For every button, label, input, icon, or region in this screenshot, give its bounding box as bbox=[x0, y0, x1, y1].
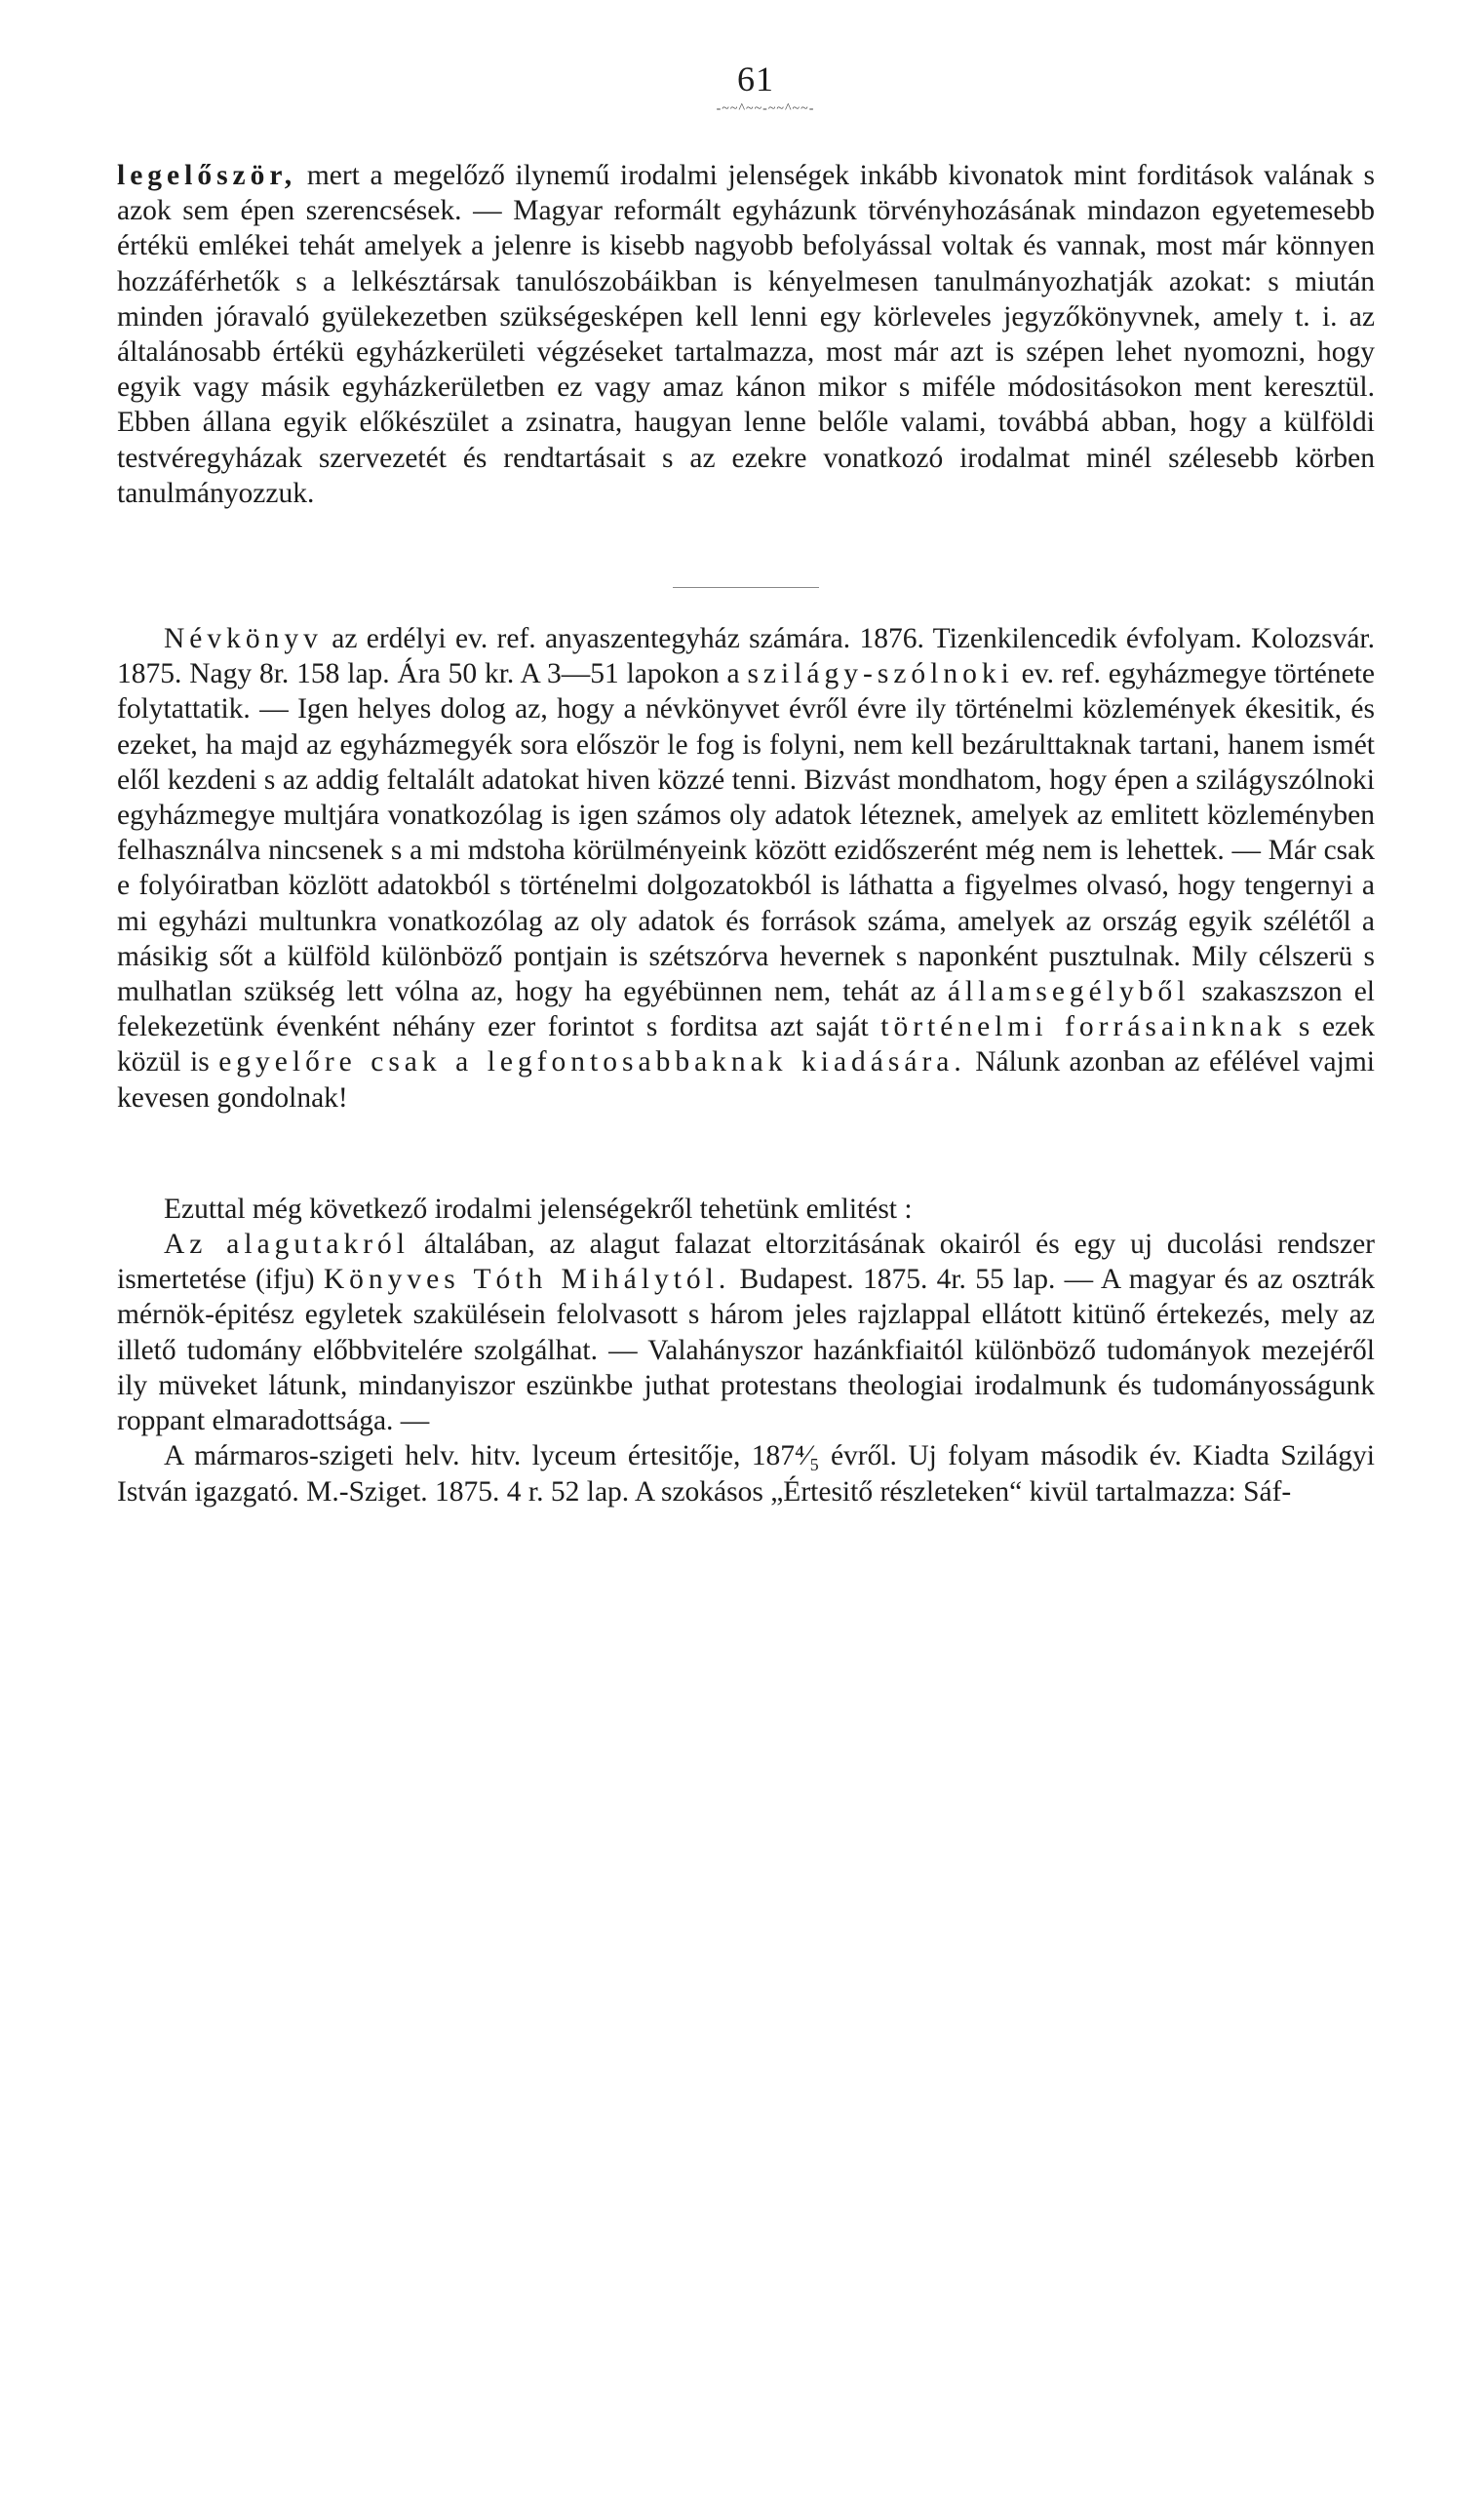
paragraph-text: s ezek közül is bbox=[117, 1011, 1375, 1078]
emphasis-text: történelmi forrásainknak bbox=[880, 1011, 1287, 1043]
emphasis-text: egyelőre csak a legfontosabbaknak kiadására. bbox=[218, 1046, 966, 1078]
header-ornament: -~~^~~-~~^~~- bbox=[716, 101, 815, 116]
paragraph-text: mert a megelőző ilynemű irodalmi jelenségek inkább kivonatok mint forditások valának s azok sem épen szerencsések. — Magyar reformált egyházunk törvényhozásának mindazon egyetemesebb értékü emlékei tehát amelyek a jelenre is kisebb nagyobb befolyással voltak és vannak, most már könnyen hozzáférhetők s a lelkésztársak tanulószobáikban is kényelmesen tanulmányozhatják azokat: s miután minden jóravaló gyülekezetben szükségesképen kell lenni egy körleveles jegyzőkönyvnek, amely t. i. az általánosabb értékü egyházkerületi végzéseket tartalmazza, most már azt is szépen lehet nyomozni, hogy egyik vagy másik egyházkerületben ez vagy amaz kánon mikor s miféle módositásokon ment keresztül. Ebben állana egyik előkészület a zsinatra, haugyan lenne belőle valami, továbbá abban, hogy a külföldi testvéregyházak szervezetét és rendtartásait s az ezekre vonatkozó irodalmat minél szélesebb körben tanulmányozzuk. bbox=[117, 160, 1375, 509]
paragraph-text: általában, az alagut falazat eltorzitásának okairól és egy uj ducolási rendszer ismertetése (ifju) bbox=[117, 1229, 1375, 1296]
page-number: 61 bbox=[737, 59, 774, 98]
paragraph-alagutak bbox=[117, 1227, 1375, 1438]
book-title: Az alagutakról bbox=[164, 1229, 410, 1261]
paragraph-intro: Ezuttal még következő irodalmi jelenségekről tehetünk emlitést : bbox=[164, 1193, 913, 1225]
paragraph-zsinat bbox=[117, 158, 1375, 511]
paragraph-text: ev. ref. egyházmegye története folytattatik. — Igen helyes dolog az, hogy a névkönyvet évről évre ily történelmi közlemények ékesitik, és ezeket, ha majd az egyházmegyék sora először le fog is folyni, nem kell bezárulttaknak tartani, hanem ismét elől kezdeni s az addig feltalált adatokat hiven közzé tenni. Bizvást mondhatom, hogy épen a szilágyszólnoki egyházmegye multjára vonatkozólag is igen számos oly adatok léteznek, amelyek az emlitett közleményben felhasználva nincsenek s a mi mdstoha körülményeink között ezidőszerént még nem is lehettek. — Már csak e folyóiratban közlött adatokból s történelmi dolgozatokból is láthatta a figyelmes olvasó, hogy tengernyi a mi egyházi multunkra vonatkozólag az oly adatok és források száma, amelyek az ország egyik szélétől a másikig sőt a külföld különböző pontjain is szétszórva hevernek s naponként pusztulnak. Mily célszerü s mulhatlan szükség lett vólna az, hogy ha egyébünnen nem, tehát az bbox=[117, 658, 1375, 1008]
paragraph-lead: legelőször, bbox=[117, 160, 297, 191]
emphasis-text: államsegélyből bbox=[947, 976, 1191, 1008]
paragraph-text: Budapest. 1875. 4r. 55 lap. — A magyar és az osztrák mérnök-épitész egyletek szakülésein felolvasott s három jeles rajzlappal ellátott kitünő értekezés, mely az illető tudomány előbbvitelére szolgálhat. — Valahányszor hazánkfiaitól különböző tudományok mezejéről ily müveket látunk, mindanyiszor eszünkbe juthat protestans theologiai irodalmunk és tudományosságunk roppant elmaradottsága. — bbox=[117, 1264, 1376, 1437]
section-divider bbox=[673, 587, 819, 588]
document-page bbox=[117, 59, 1375, 1509]
emphasis-text: szilágy-szólnoki bbox=[747, 658, 1014, 690]
author-name: Könyves Tóth Mihálytól. bbox=[323, 1264, 731, 1296]
paragraph-nevkonyv bbox=[117, 621, 1375, 1116]
paragraph-text: az erdélyi ev. ref. anyaszentegyház számára. 1876. Tizenkilencedik évfolyam. Kolozsvár. 1875. Nagy 8r. 158 lap. Ára 50 kr. A 3—51 lapokon a bbox=[117, 623, 1375, 690]
paragraph-text: Nálunk azonban az efélével vajmi kevesen gondolnak! bbox=[117, 1046, 1375, 1114]
book-title: Névkönyv bbox=[164, 623, 323, 655]
paragraph-marmaros: A mármaros-szigeti helv. hitv. lyceum értesitője, 187⁴⁄₅ évről. Uj folyam második év. Kiadta Szilágyi István igazgató. M.-Sziget. 1875. 4 r. 52 lap. A szokásos „Értesitő részleteken“ kivül tartalmazza: Sáf- bbox=[117, 1440, 1375, 1508]
paragraph-text: szakaszszon el felekezetünk évenként néhány ezer forintot s forditsa azt saját bbox=[117, 976, 1375, 1043]
